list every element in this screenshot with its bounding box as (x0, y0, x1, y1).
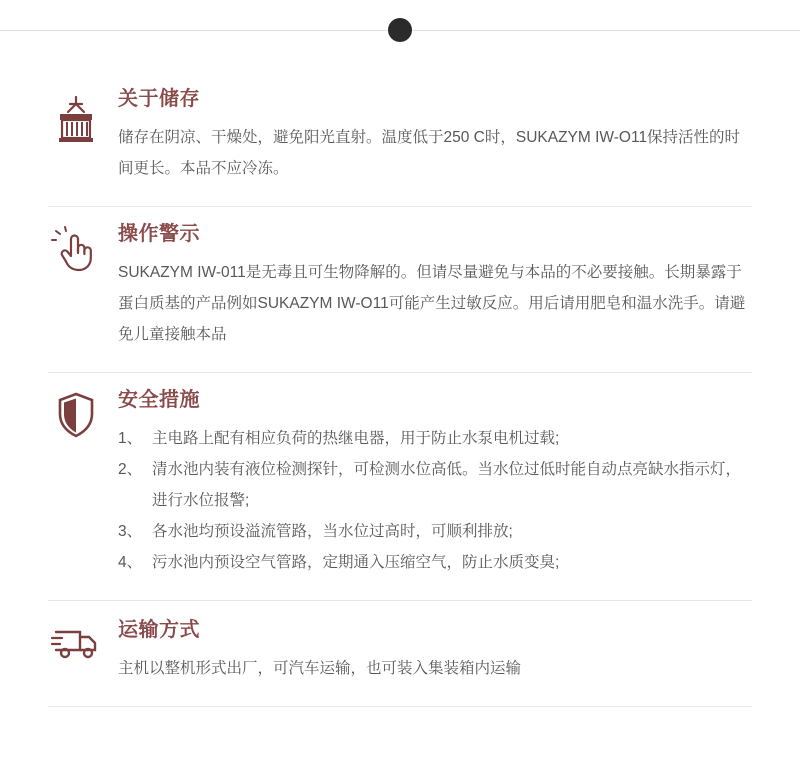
list-item (118, 516, 752, 547)
list-item-text: 清水池内装有液位检测探针，可检测水位高低。当水位过低时能自动点亮缺水指示灯，进行水位报警; (152, 461, 742, 509)
section-transport (0, 601, 800, 706)
section-handling-warning (0, 207, 800, 372)
section-body (118, 122, 752, 184)
section-title: 安全措施 (118, 389, 200, 411)
section-divider (48, 706, 752, 707)
section-safety-measures (0, 373, 800, 600)
section-paragraph: 储存在阴凉、干燥处，避免阳光直射。温度低于250 C时，SUKAZYM IW-O11保持活性的时间更长。本品不应冷冻。 (118, 129, 741, 177)
list-item-number: 4、 (118, 554, 143, 571)
section-body (118, 257, 752, 350)
section-title: 运输方式 (118, 619, 200, 641)
list-item-text: 污水池内预设空气管路，定期通入压缩空气，防止水质变臭; (152, 554, 560, 571)
section-title: 关于储存 (118, 88, 200, 110)
safety-measures-list (118, 423, 752, 578)
list-item-number: 2、 (118, 461, 143, 478)
section-storage (0, 72, 800, 206)
list-item-number: 1、 (118, 430, 143, 447)
list-item-text: 各水池均预设溢流管路，当水位过高时，可顺利排放; (152, 523, 513, 540)
list-item-text: 主电路上配有相应负荷的热继电器，用于防止水泵电机过载; (152, 430, 560, 447)
list-item (118, 423, 752, 454)
delivery-truck-icon (50, 615, 102, 667)
section-paragraph: 主机以整机形式出厂，可汽车运输，也可装入集装箱内运输 (118, 660, 522, 677)
section-body (118, 653, 752, 684)
hand-touch-warning-icon (50, 225, 102, 277)
list-item-number: 3、 (118, 523, 143, 540)
filled-circle-marker-icon (388, 18, 412, 42)
storage-container-icon (50, 94, 102, 146)
section-paragraph: SUKAZYM IW-011是无毒且可生物降解的。但请尽量避免与本品的不必要接触。长期暴露于蛋白质基的产品例如SUKAZYM IW-O11可能产生过敏反应。用后请用肥皂和温水洗手。请避免儿童接触本品 (118, 264, 746, 343)
section-title: 操作警示 (118, 223, 200, 245)
list-item (118, 454, 752, 516)
sections-container (0, 72, 800, 707)
list-item (118, 547, 752, 578)
shield-safety-icon (50, 389, 102, 441)
